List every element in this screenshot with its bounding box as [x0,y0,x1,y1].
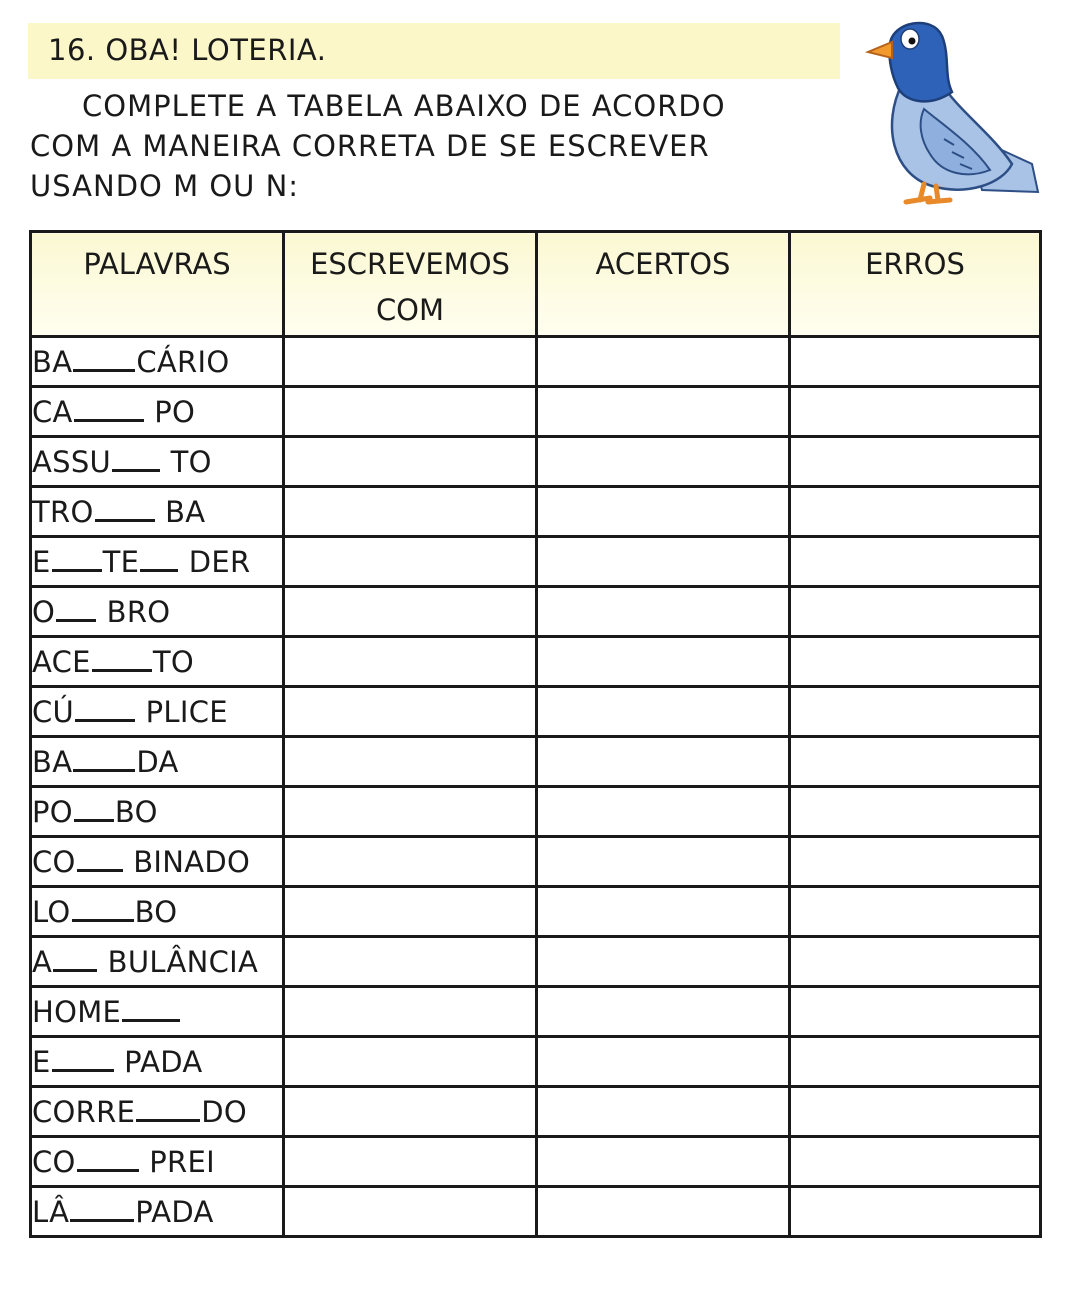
word-fragment: ACE [32,644,91,679]
correct-cell[interactable] [537,1087,790,1137]
lottery-table [29,230,1042,1238]
correct-cell[interactable] [537,937,790,987]
correct-cell[interactable] [537,887,790,937]
table-row [31,687,1041,737]
errors-cell[interactable] [790,887,1041,937]
written-with-cell[interactable] [284,937,537,987]
table-row [31,337,1041,387]
fill-blank[interactable] [52,1047,114,1072]
word-fragment: BA [155,494,206,529]
fill-blank[interactable] [122,997,180,1022]
word-cell [31,837,284,887]
instruction-line: COMPLETE A TABELA ABAIXO DE ACORDO [82,89,726,123]
word-fragment: LO [32,894,71,929]
fill-blank[interactable] [140,547,178,572]
errors-cell[interactable] [790,587,1041,637]
header-correct: ACERTOS [537,232,790,337]
word-fragment: BINADO [123,844,251,879]
table-row [31,487,1041,537]
word-fragment: LÂ [32,1194,70,1229]
correct-cell[interactable] [537,737,790,787]
written-with-cell[interactable] [284,887,537,937]
table-row [31,1087,1041,1137]
word-cell [31,487,284,537]
pigeon-icon [862,14,1042,210]
table-row [31,537,1041,587]
written-with-cell[interactable] [284,987,537,1037]
written-with-cell[interactable] [284,437,537,487]
word-fragment: E [32,1044,51,1079]
fill-blank[interactable] [72,897,134,922]
errors-cell[interactable] [790,337,1041,387]
table-row [31,437,1041,487]
written-with-cell[interactable] [284,737,537,787]
word-fragment: DA [136,744,179,779]
table-row [31,587,1041,637]
fill-blank[interactable] [74,797,114,822]
word-cell [31,1037,284,1087]
fill-blank[interactable] [74,397,144,422]
errors-cell[interactable] [790,937,1041,987]
errors-cell[interactable] [790,387,1041,437]
word-fragment: O [32,594,56,629]
word-fragment: BULÂNCIA [98,944,259,979]
written-with-cell[interactable] [284,1087,537,1137]
word-fragment: TE [102,544,140,579]
table-row [31,1187,1041,1237]
fill-blank[interactable] [56,597,96,622]
errors-cell[interactable] [790,987,1041,1037]
header-words: PALAVRAS [31,232,284,337]
word-cell [31,537,284,587]
errors-cell[interactable] [790,837,1041,887]
word-fragment: CO [32,1144,76,1179]
fill-blank[interactable] [77,847,123,872]
word-fragment: CÚ [32,694,75,729]
table-row [31,1037,1041,1087]
written-with-cell[interactable] [284,1187,537,1237]
word-fragment: DER [179,544,251,579]
fill-blank[interactable] [52,547,102,572]
word-fragment: PO [144,394,196,429]
correct-cell[interactable] [537,587,790,637]
word-cell [31,937,284,987]
word-fragment: CO [32,844,76,879]
correct-cell[interactable] [537,387,790,437]
table-row [31,387,1041,437]
errors-cell[interactable] [790,687,1041,737]
word-fragment: ASSU [32,444,112,479]
table-row [31,887,1041,937]
word-cell [31,437,284,487]
errors-cell[interactable] [790,737,1041,787]
word-fragment: PREI [139,1144,215,1179]
word-fragment: PO [32,794,73,829]
correct-cell[interactable] [537,637,790,687]
table-row [31,937,1041,987]
correct-cell[interactable] [537,487,790,537]
word-fragment: PLICE [136,694,228,729]
word-fragment: TRO [32,494,94,529]
fill-blank[interactable] [112,447,160,472]
written-with-cell[interactable] [284,837,537,887]
errors-cell[interactable] [790,637,1041,687]
title-bar [28,23,840,79]
page-title: 16. OBA! LOTERIA. [48,33,327,67]
word-cell [31,787,284,837]
word-cell [31,887,284,937]
word-cell [31,1187,284,1237]
word-fragment: TO [161,444,212,479]
word-cell [31,687,284,737]
errors-cell[interactable] [790,787,1041,837]
instruction-line: COM A MANEIRA CORRETA DE SE ESCREVER [30,129,710,163]
table-header-row [31,232,1041,337]
table-row [31,987,1041,1037]
correct-cell[interactable] [537,787,790,837]
errors-cell[interactable] [790,1087,1041,1137]
errors-cell[interactable] [790,537,1041,587]
word-fragment: BA [32,344,73,379]
word-cell [31,387,284,437]
errors-cell[interactable] [790,1137,1041,1187]
written-with-cell[interactable] [284,787,537,837]
table-row [31,1137,1041,1187]
word-fragment: A [32,944,53,979]
written-with-cell[interactable] [284,637,537,687]
word-cell [31,737,284,787]
fill-blank[interactable] [53,947,97,972]
written-with-cell[interactable] [284,537,537,587]
header-written-with: ESCREVEMOS COM [284,232,537,337]
correct-cell[interactable] [537,837,790,887]
word-cell [31,587,284,637]
word-fragment: CORRE [32,1094,136,1129]
word-fragment: BRO [97,594,171,629]
word-fragment: BO [134,894,178,929]
fill-blank[interactable] [77,1147,139,1172]
written-with-cell[interactable] [284,487,537,537]
table-row [31,637,1041,687]
word-fragment: PADA [114,1044,203,1079]
fill-blank[interactable] [95,497,155,522]
word-cell [31,337,284,387]
fill-blank[interactable] [73,347,135,372]
correct-cell[interactable] [537,1137,790,1187]
errors-cell[interactable] [790,1187,1041,1237]
word-fragment: HOME [32,994,122,1029]
word-fragment: CA [32,394,73,429]
correct-cell[interactable] [537,987,790,1037]
word-cell [31,1087,284,1137]
correct-cell[interactable] [537,537,790,587]
fill-blank[interactable] [92,647,152,672]
correct-cell[interactable] [537,337,790,387]
fill-blank[interactable] [70,1197,134,1222]
table-row [31,837,1041,887]
table-row [31,737,1041,787]
errors-cell[interactable] [790,437,1041,487]
word-cell [31,987,284,1037]
word-fragment: TO [152,644,194,679]
written-with-cell[interactable] [284,1137,537,1187]
written-with-cell[interactable] [284,337,537,387]
correct-cell[interactable] [537,437,790,487]
fill-blank[interactable] [136,1097,200,1122]
word-cell [31,637,284,687]
fill-blank[interactable] [75,697,135,722]
word-fragment: BA [32,744,73,779]
header-errors: ERROS [790,232,1041,337]
word-fragment: BO [114,794,158,829]
errors-cell[interactable] [790,487,1041,537]
written-with-cell[interactable] [284,1037,537,1087]
correct-cell[interactable] [537,1187,790,1237]
table-row [31,787,1041,837]
correct-cell[interactable] [537,687,790,737]
written-with-cell[interactable] [284,387,537,437]
correct-cell[interactable] [537,1037,790,1087]
written-with-cell[interactable] [284,587,537,637]
written-with-cell[interactable] [284,687,537,737]
word-fragment: E [32,544,51,579]
word-fragment: CÁRIO [136,344,230,379]
instruction-line: USANDO M OU N: [30,169,300,203]
word-fragment: PADA [135,1194,214,1229]
instruction-text [30,86,756,206]
word-fragment: DO [201,1094,247,1129]
fill-blank[interactable] [73,747,135,772]
errors-cell[interactable] [790,1037,1041,1087]
word-cell [31,1137,284,1187]
